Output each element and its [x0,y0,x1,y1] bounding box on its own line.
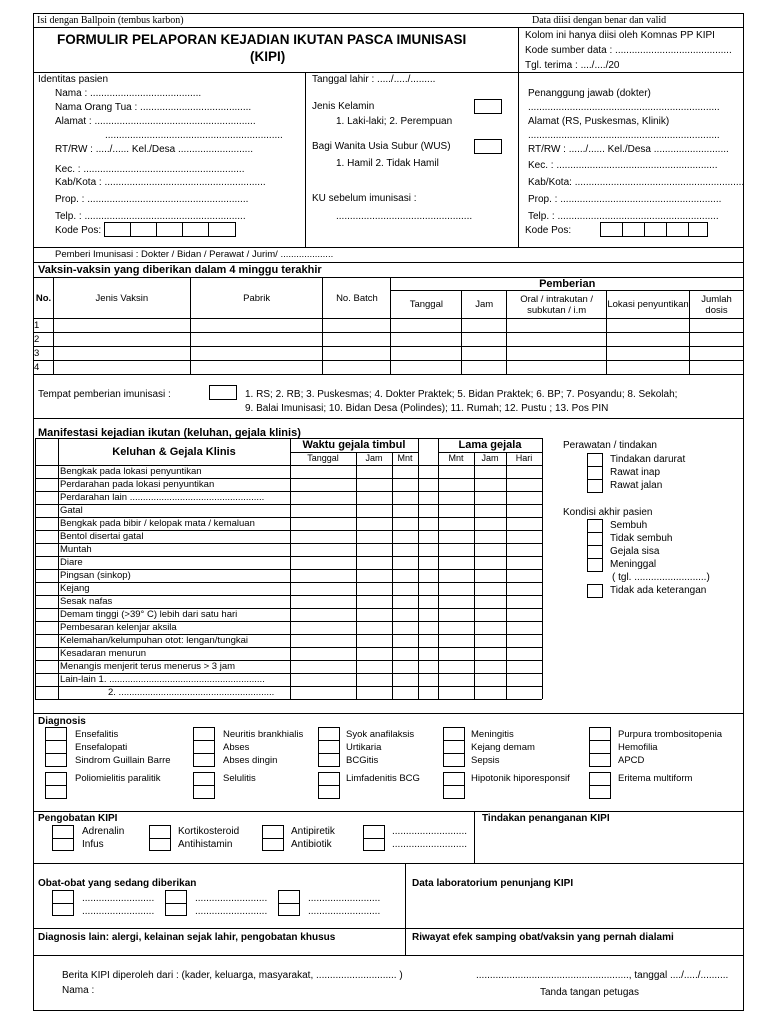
symptom-checkbox[interactable] [36,492,57,503]
table-row[interactable] [34,333,744,347]
perawatan-heading: Perawatan / tindakan [563,440,657,451]
diagnosis-box[interactable] [318,753,340,767]
diagnosis-item: Limfadenitis BCG [346,773,420,784]
diagnosis-item: Kejang demam [471,742,535,753]
row-no: 4 [34,361,54,375]
diagnosis-item: Hemofilia [618,742,658,753]
symptom-checkbox[interactable] [36,635,57,646]
symptom-label: Pembesaran kelenjar aksila [60,622,177,633]
perawatan-box[interactable] [587,466,603,480]
diagnosis-item: Eritema multiform [618,773,693,784]
pj-kabkota-field[interactable]: Kab/Kota: ............................................................. [528,177,745,188]
col-tanggal: Tanggal [391,291,462,319]
symptom-label: Bentol disertai gatal [60,531,144,542]
diagnosis-box[interactable] [589,753,611,767]
lama-header: Lama gejala [458,439,522,451]
tempat-options-2: 9. Balai Imunisasi; 10. Bidan Desa (Polindes); 11. Rumah; 12. Pustu ; 13. Pos PIN [245,403,609,414]
symptom-label: Demam tinggi (>39° C) lebih dari satu hari [60,609,238,620]
table-row[interactable] [34,319,744,333]
pengobatan-other-2[interactable]: ........................... [392,839,468,850]
symptom-label: Sesak nafas [60,596,113,607]
diagnosis-item: Urtikaria [346,742,382,753]
pengobatan-heading: Pengobatan KIPI [38,813,118,824]
symptom-label: Gatal [60,505,83,516]
kode-sumber-field[interactable]: Kode sumber data : .......................................... [525,45,732,56]
symptom-label: 2. ........................................................... [108,687,275,698]
col-jumlah: Jumlah dosis [690,291,744,319]
symptom-checkbox[interactable] [36,466,57,477]
perawatan-item: Rawat jalan [610,480,663,491]
symptom-checkbox[interactable] [36,596,57,607]
waktu-mnt: Mnt [397,453,413,463]
col-jenis: Jenis Vaksin [53,278,190,319]
pj-kodepos-input[interactable] [600,222,708,237]
pj-label: Penanggung jawab (dokter) [528,88,651,99]
row-no: 1 [34,319,54,333]
tgl-terima-field[interactable]: Tgl. terima : ..../..../20 [525,60,620,71]
col-batch: No. Batch [323,278,391,319]
pengobatan-item: Antibiotik [291,839,332,850]
prop-field[interactable]: Prop. : .......................................................... [55,194,249,205]
ku-label: KU sebelum imunisasi : [312,193,417,204]
diagnosis-item: Abses [223,742,250,753]
jenis-kelamin-box[interactable] [474,99,502,114]
wus-options: 1. Hamil 2. Tidak Hamil [336,158,439,169]
diagnosis-item: Sindrom Guillain Barre [75,755,171,766]
identitas-heading: Identitas pasien [38,74,109,85]
obat-field[interactable]: .......................... [82,906,155,917]
symptom-label: Pingsan (sinkop) [60,570,131,581]
wus-box[interactable] [474,139,502,154]
symptom-label: Menangis menjerit terus menerus > 3 jam [60,661,236,672]
ortu-field[interactable]: Nama Orang Tua : ........................................ [55,102,252,113]
obat-field[interactable]: .......................... [82,893,155,904]
footer-nama-field[interactable]: Nama : [62,985,95,996]
tgl-meninggal-field[interactable]: ( tgl. ..........................) [612,572,710,583]
alamat-field[interactable]: Alamat : .......................................................... [55,116,256,127]
diagnosis-item: Selulitis [223,773,256,784]
perawatan-item: Tindakan darurat [610,454,686,465]
diagnosis-lain-heading: Diagnosis lain: alergi, kelainan sejak lahir, pengobatan khusus [38,932,336,943]
kondisi-item: Sembuh [610,520,648,531]
symptom-label: Kesadaran menurun [60,648,147,659]
symptom-label: Bengkak pada lokasi penyuntikan [60,466,202,477]
wus-label: Bagi Wanita Usia Subur (WUS) [312,141,451,152]
tempat-options-1: 1. RS; 2. RB; 3. Puskesmas; 4. Dokter Praktek; 5. Bidan Praktek; 6. BP; 7. Posyandu; 8. Sekolah; [245,389,678,400]
diagnosis-box[interactable] [443,753,465,767]
symptom-label: Kelemahan/kelumpuhan otot: lengan/tungkai [60,635,249,646]
pemberi-field[interactable]: Pemberi Imunisasi : Dokter / Bidan / Perawat / Jurim/ .................... [55,249,334,260]
col-jam: Jam [462,291,507,319]
pj-alamat-field[interactable]: ..................................................................... [528,130,720,141]
pengobatan-item: Kortikosteroid [178,826,240,837]
diagnosis-item: Abses dingin [223,755,278,766]
telp-field[interactable]: Telp. : .......................................................... [55,211,246,222]
diagnosis-item: APCD [618,755,645,766]
kondisi-item: Tidak ada keterangan [610,585,707,596]
alamat2-field[interactable]: ................................................................ [105,130,283,141]
obat-field[interactable]: .......................... [195,893,268,904]
symptom-label: Bengkak pada bibir / kelopak mata / kemaluan [60,518,255,529]
waktu-jam: Jam [365,453,383,463]
symptom-checkbox[interactable] [36,518,57,529]
tempat-label: Tempat pemberian imunisasi : [38,389,171,400]
obat-heading: Obat-obat yang sedang diberikan [38,878,197,889]
kondisi-heading: Kondisi akhir pasien [563,507,653,518]
lama-mnt: Mnt [448,453,464,463]
symptom-label: Perdarahan pada lokasi penyuntikan [60,479,215,490]
diagnosis-item: Poliomielitis paralitik [75,773,161,784]
nama-field[interactable]: Nama : ........................................ [55,88,202,99]
diagnosis-item: Neuritis brankhialis [223,729,304,740]
jenis-kelamin-label: Jenis Kelamin [312,101,375,112]
col-lokasi: Lokasi penyuntikan [607,291,690,319]
pengobatan-other-1[interactable]: ........................... [392,826,468,837]
col-oral: Oral / intrakutan / subkutan / i.m [507,291,607,319]
symptom-label: Kejang [60,583,90,594]
kondisi-box[interactable] [587,584,603,598]
pj-alamat-label: Alamat (RS, Puskesmas, Klinik) [528,116,670,127]
kodepos-label: Kode Pos: [55,225,102,236]
kondisi-box[interactable] [587,545,603,559]
symptom-checkbox[interactable] [36,648,57,659]
symptom-checkbox[interactable] [36,687,57,698]
symptom-label: Muntah [60,544,92,555]
diagnosis-item: Meningitis [471,729,514,740]
symptom-checkbox[interactable] [36,661,57,672]
kondisi-box[interactable] [587,532,603,546]
diagnosis-item: Ensefalopati [75,742,128,753]
perawatan-box[interactable] [587,453,603,467]
pj-rtrw-field[interactable]: RT/RW : ....../...... Kel./Desa ........................... [528,144,729,155]
pj-field[interactable]: ..................................................................... [528,102,720,113]
komnas-note: Kolom ini hanya diisi oleh Komnas PP KIPI [525,30,715,41]
kondisi-item: Tidak sembuh [610,533,673,544]
diagnosis-heading: Diagnosis [38,716,86,727]
diagnosis-item: Sepsis [471,755,500,766]
table-row[interactable] [34,361,744,375]
symptom-checkbox[interactable] [36,544,57,555]
manifest-heading: Manifestasi kejadian ikutan (keluhan, gejala klinis) [38,427,301,439]
rtrw-field[interactable]: RT/RW : ...../...... Kel./Desa ........................... [55,144,254,155]
lama-jam: Jam [481,453,499,463]
pengobatan-item: Infus [82,839,104,850]
row-no: 3 [34,347,54,361]
tindakan-heading: Tindakan penanganan KIPI [482,813,610,824]
tempat-box[interactable] [209,385,237,400]
symptom-label: Diare [60,557,83,568]
symptom-checkbox[interactable] [36,674,57,685]
kodepos-input[interactable] [104,222,236,237]
pj-prop-field[interactable]: Prop. : .......................................................... [528,194,722,205]
ballpoint-note: Isi dengan Ballpoin (tembus karbon) [37,15,184,26]
col-no: No. [34,278,54,319]
form-subtitle: (KIPI) [250,49,286,64]
kondisi-box[interactable] [587,558,603,572]
symptom-checkbox[interactable] [36,557,57,568]
pengobatan-item: Adrenalin [82,826,125,837]
obat-field[interactable]: .......................... [308,893,381,904]
lama-hari: Hari [515,453,533,463]
pengobatan-item: Antihistamin [178,839,233,850]
kondisi-item: Meninggal [610,559,657,570]
perawatan-item: Rawat inap [610,467,661,478]
pj-telp-field[interactable]: Telp. : .......................................................... [528,211,719,222]
kondisi-item: Gejala sisa [610,546,660,557]
symptom-checkbox[interactable] [36,609,57,620]
symptom-checkbox[interactable] [36,531,57,542]
pj-kodepos-label: Kode Pos: [525,225,572,236]
kec-field[interactable]: Kec. : .......................................................... [55,164,245,175]
vaccine-table [33,277,744,375]
symptom-checkbox[interactable] [36,622,57,633]
form-title: FORMULIR PELAPORAN KEJADIAN IKUTAN PASCA IMUNISASI [57,32,467,47]
symptom-checkbox[interactable] [36,479,57,490]
pj-kec-field[interactable]: Kec. : .......................................................... [528,160,718,171]
tgl-lahir-field[interactable]: Tanggal lahir : ...../...../......... [312,74,436,85]
valid-note: Data diisi dengan benar dan valid [532,15,667,26]
kondisi-box[interactable] [587,519,603,533]
symptom-checkbox[interactable] [36,505,57,516]
keluhan-header: Keluhan & Gejala Klinis [112,446,236,458]
col-pemberian: Pemberian [391,278,744,291]
symptom-checkbox[interactable] [36,583,57,594]
ttd-label: Tanda tangan petugas [540,987,639,998]
symptom-checkbox[interactable] [36,570,57,581]
riwayat-heading: Riwayat efek samping obat/vaksin yang pernah dialami [412,932,674,943]
perawatan-box[interactable] [587,479,603,493]
berita-field[interactable]: Berita KIPI diperoleh dari : (kader, keluarga, masyarakat, ............................. ) [62,970,403,981]
kabkota-field[interactable]: Kab/Kota : .......................................................... [55,177,266,188]
symptom-label: Lain-lain 1. ........................................................... [60,674,265,685]
vaksin-heading: Vaksin-vaksin yang diberikan dalam 4 minggu terakhir [38,264,322,276]
lab-heading: Data laboratorium penunjang KIPI [412,878,574,889]
waktu-tanggal: Tanggal [307,453,339,463]
col-pabrik: Pabrik [190,278,323,319]
pengobatan-item: Antipiretik [291,826,335,837]
jk-options: 1. Laki-laki; 2. Perempuan [336,116,453,127]
tanggal-field[interactable]: ......................................................., tanggal ..../...../.......... [476,970,729,981]
symptom-label: Perdarahan lain ................................................... [60,492,265,503]
diagnosis-item: Syok anafilaksis [346,729,415,740]
diagnosis-item: Ensefalitis [75,729,119,740]
obat-field[interactable]: .......................... [308,906,381,917]
obat-field[interactable]: .......................... [195,906,268,917]
diagnosis-box[interactable] [45,753,67,767]
row-no: 2 [34,333,54,347]
table-row[interactable] [34,347,744,361]
diagnosis-item: Hipotonik hiporesponsif [471,773,570,784]
diagnosis-item: BCGitis [346,755,379,766]
ku-field[interactable]: ................................................. [336,211,473,222]
diagnosis-box[interactable] [193,753,215,767]
diagnosis-item: Purpura trombositopenia [618,729,723,740]
waktu-header: Waktu gejala timbul [302,439,406,451]
